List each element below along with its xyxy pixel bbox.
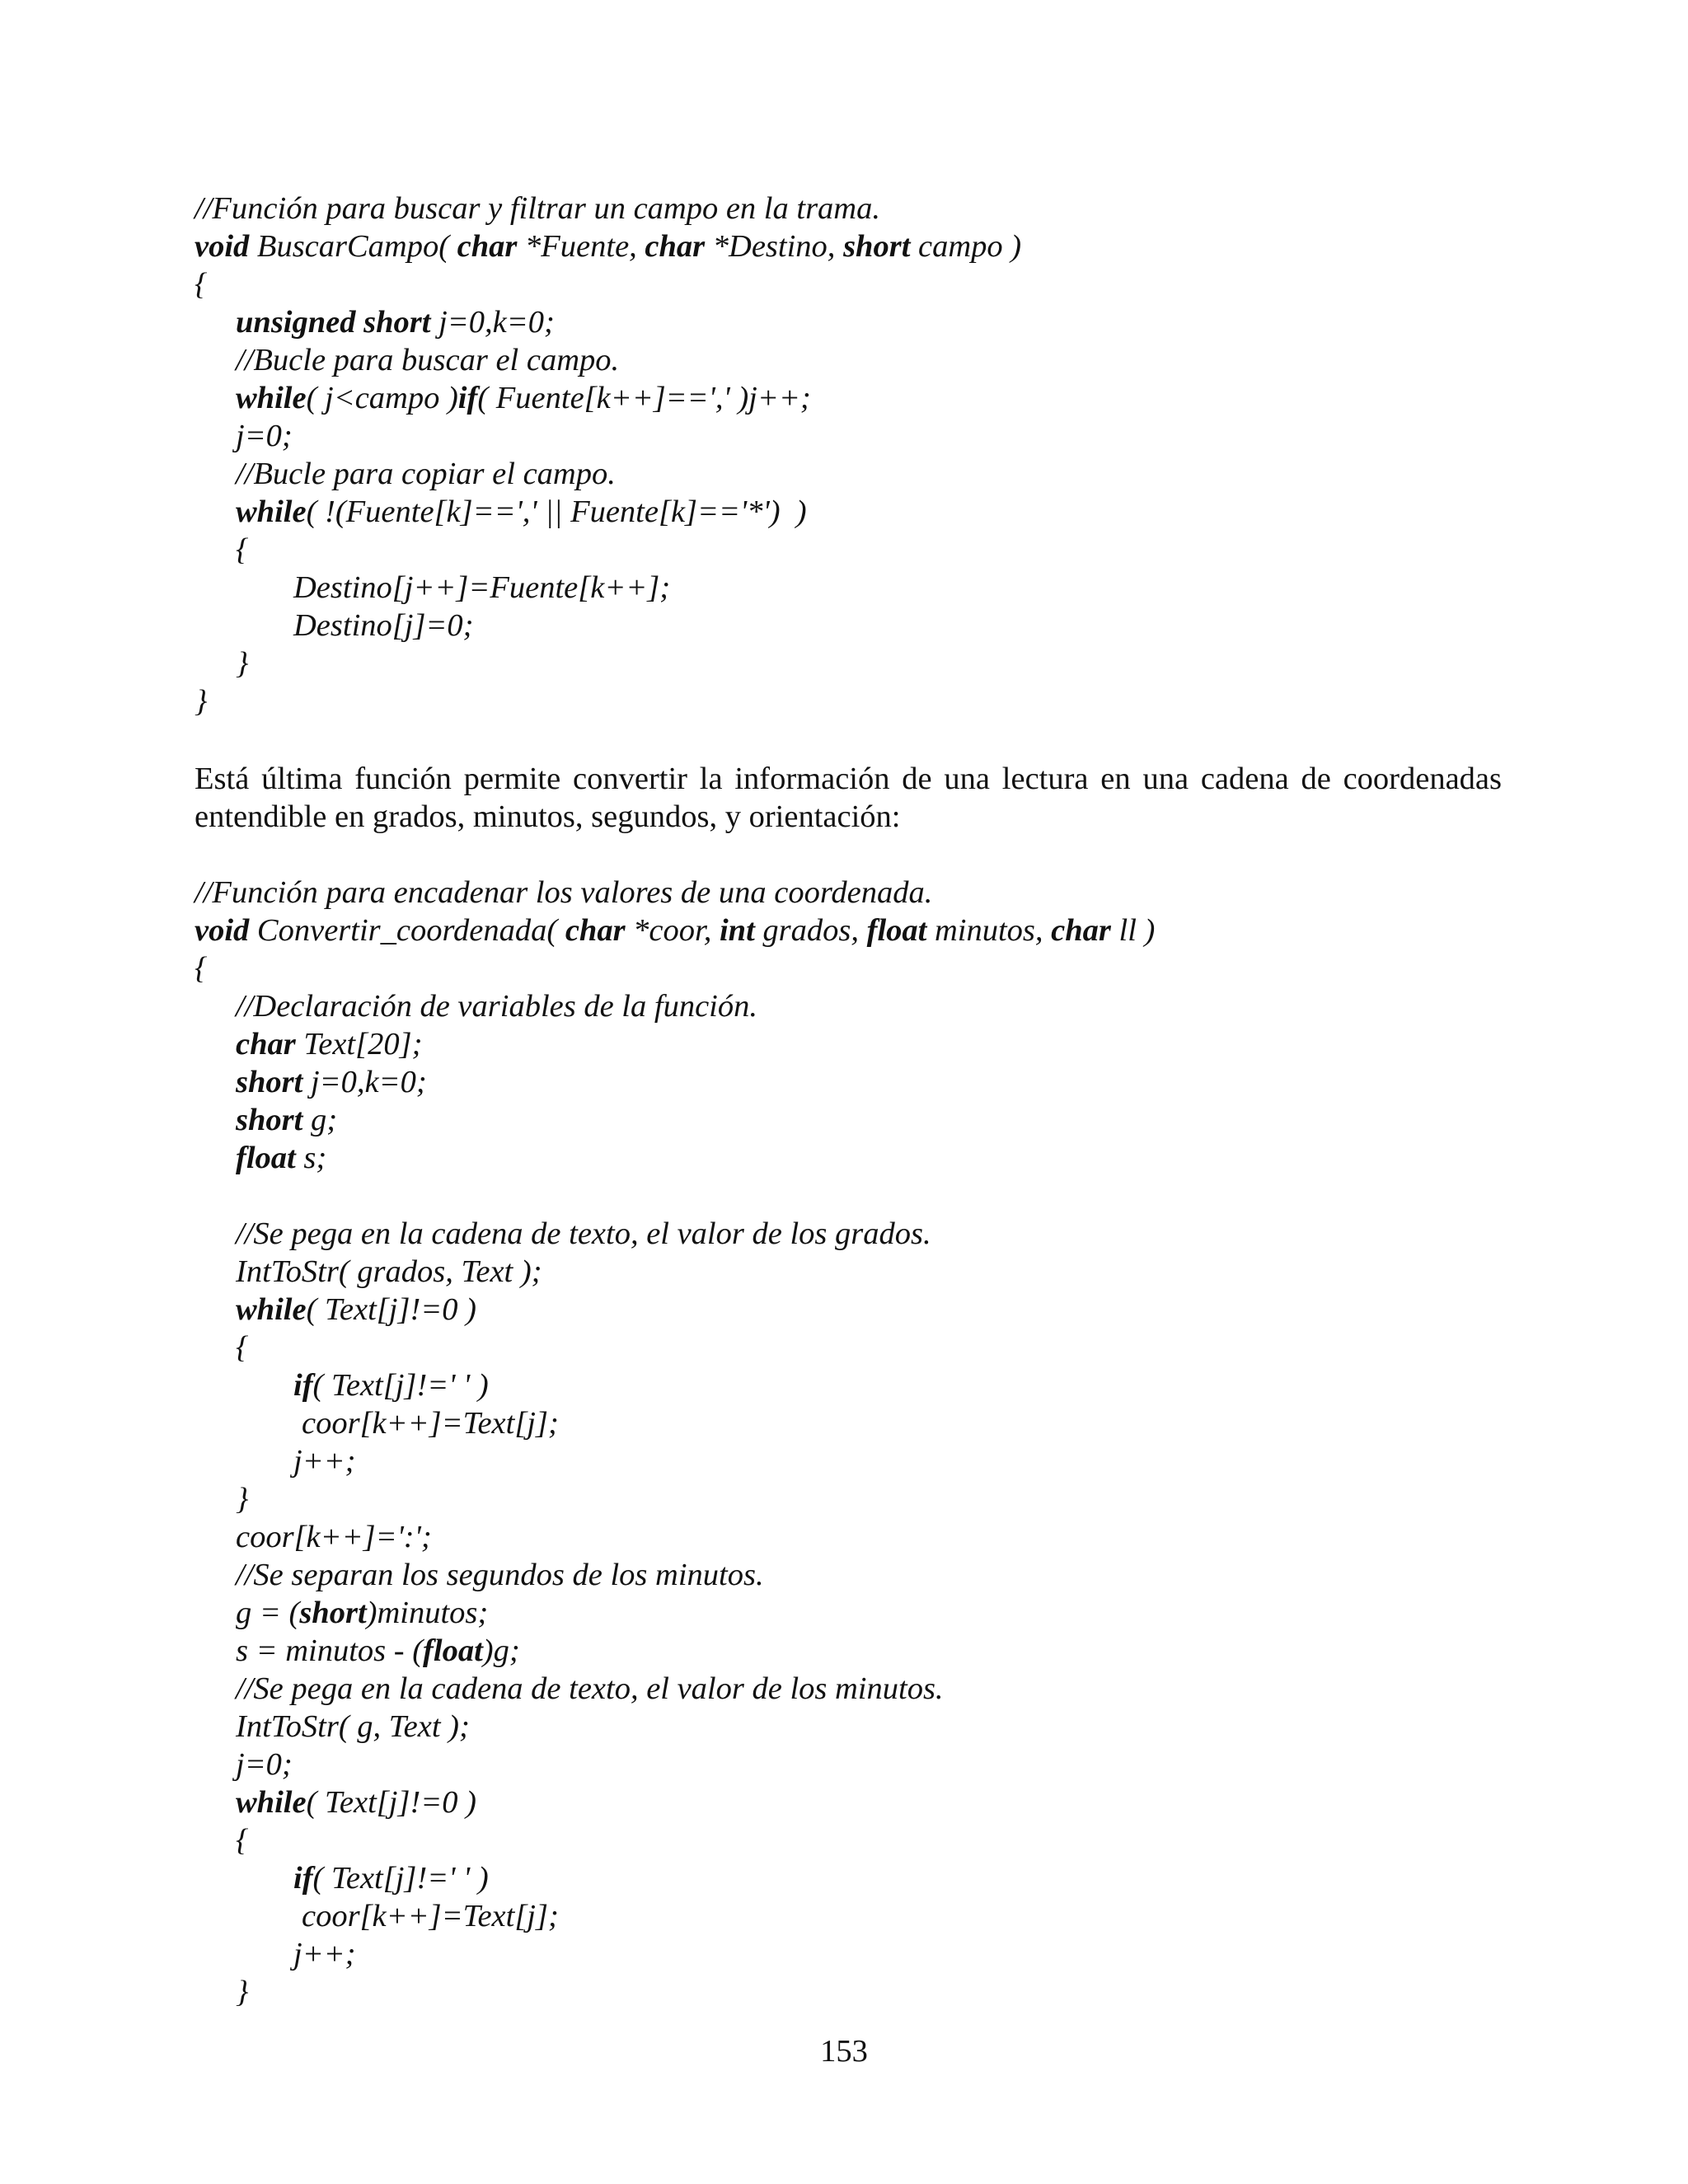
- code-keyword: while: [236, 1292, 307, 1327]
- code-line: [195, 1821, 1546, 1859]
- code-text: )minutos;: [366, 1596, 489, 1630]
- code-text: coor[k++]=':';: [236, 1520, 432, 1554]
- code-text: s;: [295, 1141, 327, 1175]
- code-line: [195, 417, 1546, 455]
- code-keyword: float: [423, 1633, 483, 1668]
- code-text: j=0,k=0;: [302, 1065, 427, 1099]
- code-text: //Declaración de variables de la función.: [236, 989, 757, 1024]
- code-keyword: char: [645, 229, 706, 264]
- code-text: coor[k++]=Text[j];: [302, 1899, 559, 1933]
- code-line: [195, 493, 1546, 531]
- code-block-convertir-coordenada: [195, 874, 1546, 2011]
- code-keyword: if: [293, 1368, 313, 1403]
- code-line: [195, 1973, 1546, 2011]
- code-text: j=0;: [236, 419, 293, 453]
- code-keyword: float: [236, 1141, 296, 1175]
- code-line: [195, 1253, 1546, 1291]
- code-text: {: [195, 951, 208, 986]
- code-text: ( Text[j]!=' ' ): [312, 1368, 489, 1403]
- code-keyword: char: [565, 913, 626, 948]
- code-line: [195, 644, 1546, 682]
- code-text: *Destino,: [705, 229, 844, 264]
- code-line: [195, 1101, 1546, 1139]
- code-line: [195, 1366, 1546, 1404]
- code-text: j=0,k=0;: [430, 305, 555, 340]
- code-line: [195, 874, 1546, 912]
- code-text: )g;: [482, 1633, 520, 1668]
- code-line: [195, 265, 1546, 303]
- code-line: [195, 1480, 1546, 1518]
- code-text: }: [236, 1975, 249, 2009]
- page-number: 153: [820, 2034, 868, 2069]
- code-text: }: [236, 1482, 249, 1516]
- code-keyword: unsigned short: [236, 305, 431, 340]
- code-text: ( j<campo ): [306, 381, 458, 415]
- code-line: [195, 341, 1546, 379]
- code-text: grados,: [754, 913, 867, 948]
- code-line: [195, 1594, 1546, 1632]
- code-line: [195, 912, 1546, 949]
- code-keyword: if: [293, 1861, 313, 1896]
- code-text: Destino[j]=0;: [293, 608, 474, 643]
- code-text: //Se pega en la cadena de texto, el valor de los minutos.: [236, 1671, 944, 1706]
- code-line: [195, 1897, 1546, 1935]
- code-text: //Función para buscar y filtrar un campo en la trama.: [195, 191, 880, 226]
- code-line: [195, 1670, 1546, 1708]
- code-text: BuscarCampo(: [249, 229, 457, 264]
- code-line: [195, 227, 1546, 265]
- code-text: //Se pega en la cadena de texto, el valor de los grados.: [236, 1216, 931, 1251]
- code-line: [195, 303, 1546, 341]
- code-line: [195, 1783, 1546, 1821]
- code-text: ( Text[j]!=' ' ): [312, 1861, 489, 1896]
- code-text: ( Text[j]!=0 ): [306, 1292, 476, 1327]
- code-line: [195, 1215, 1546, 1253]
- code-keyword: short: [236, 1103, 303, 1137]
- code-text: ( Fuente[k++]==',' )j++;: [477, 381, 811, 415]
- code-text: campo ): [910, 229, 1022, 264]
- code-line: [195, 987, 1546, 1025]
- code-keyword: char: [1051, 913, 1111, 948]
- code-text: j++;: [293, 1937, 356, 1971]
- code-line: [195, 607, 1546, 644]
- code-line: [195, 531, 1546, 569]
- code-text: s = minutos - (: [236, 1633, 424, 1668]
- code-text: IntToStr( g, Text );: [236, 1709, 470, 1744]
- code-text: ( Text[j]!=0 ): [306, 1785, 476, 1820]
- code-keyword: short: [843, 229, 911, 264]
- code-text: {: [195, 267, 208, 302]
- code-text: //Se separan los segundos de los minutos.: [236, 1558, 764, 1592]
- code-keyword: float: [866, 913, 927, 948]
- code-keyword: int: [719, 913, 755, 948]
- code-line: [195, 569, 1546, 607]
- code-keyword: while: [236, 494, 307, 529]
- code-text: g;: [302, 1103, 338, 1137]
- code-text: {: [236, 1330, 249, 1365]
- code-line: [195, 190, 1546, 227]
- code-line: [195, 949, 1546, 987]
- code-line: [195, 1442, 1546, 1480]
- code-line: [195, 1177, 1546, 1215]
- code-keyword: char: [457, 229, 518, 264]
- code-line: [195, 682, 1546, 720]
- code-line: [195, 1329, 1546, 1366]
- code-text: IntToStr( grados, Text );: [236, 1254, 542, 1289]
- code-line: [195, 379, 1546, 417]
- code-text: *Fuente,: [517, 229, 645, 264]
- code-line: [195, 1556, 1546, 1594]
- body-paragraph: Está última función permite convertir la información de una lectura en una cadena de coordenadas entendible en grados, minutos, segundos, y orientación:: [195, 762, 1502, 834]
- code-text: }: [236, 646, 249, 681]
- code-line: [195, 1859, 1546, 1897]
- code-line: [195, 1404, 1546, 1442]
- code-keyword: void: [195, 229, 250, 264]
- code-text: Convertir_coordenada(: [249, 913, 565, 948]
- code-text: //Función para encadenar los valores de una coordenada.: [195, 875, 933, 910]
- code-keyword: char: [236, 1027, 296, 1062]
- code-text: j=0;: [236, 1747, 293, 1782]
- code-block-buscar-campo: [195, 190, 1546, 720]
- code-line: [195, 1518, 1546, 1556]
- code-text: }: [195, 684, 208, 719]
- code-text: minutos,: [926, 913, 1052, 948]
- code-line: [195, 1063, 1546, 1101]
- code-keyword: short: [299, 1596, 367, 1630]
- code-text: ( !(Fuente[k]==',' || Fuente[k]=='*') ): [306, 494, 807, 529]
- code-line: [195, 1935, 1546, 1973]
- code-line: [195, 1746, 1546, 1783]
- code-text: Destino[j++]=Fuente[k++];: [293, 570, 671, 605]
- code-line: [195, 1139, 1546, 1177]
- code-text: //Bucle para copiar el campo.: [236, 457, 616, 491]
- code-text: {: [236, 532, 249, 567]
- code-text: Text[20];: [295, 1027, 423, 1062]
- code-text: ll ): [1110, 913, 1156, 948]
- code-text: //Bucle para buscar el campo.: [236, 343, 620, 377]
- code-line: [195, 1025, 1546, 1063]
- code-text: {: [236, 1823, 249, 1858]
- code-keyword: if: [457, 381, 478, 415]
- code-keyword: while: [236, 1785, 307, 1820]
- code-keyword: while: [236, 381, 307, 415]
- code-keyword: void: [195, 913, 250, 948]
- code-line: [195, 1708, 1546, 1746]
- code-text: *coor,: [625, 913, 720, 948]
- code-text: j++;: [293, 1444, 356, 1479]
- code-text: g = (: [236, 1596, 300, 1630]
- code-keyword: short: [236, 1065, 303, 1099]
- code-text: coor[k++]=Text[j];: [302, 1406, 559, 1441]
- code-line: [195, 455, 1546, 493]
- code-line: [195, 1632, 1546, 1670]
- code-line: [195, 1291, 1546, 1329]
